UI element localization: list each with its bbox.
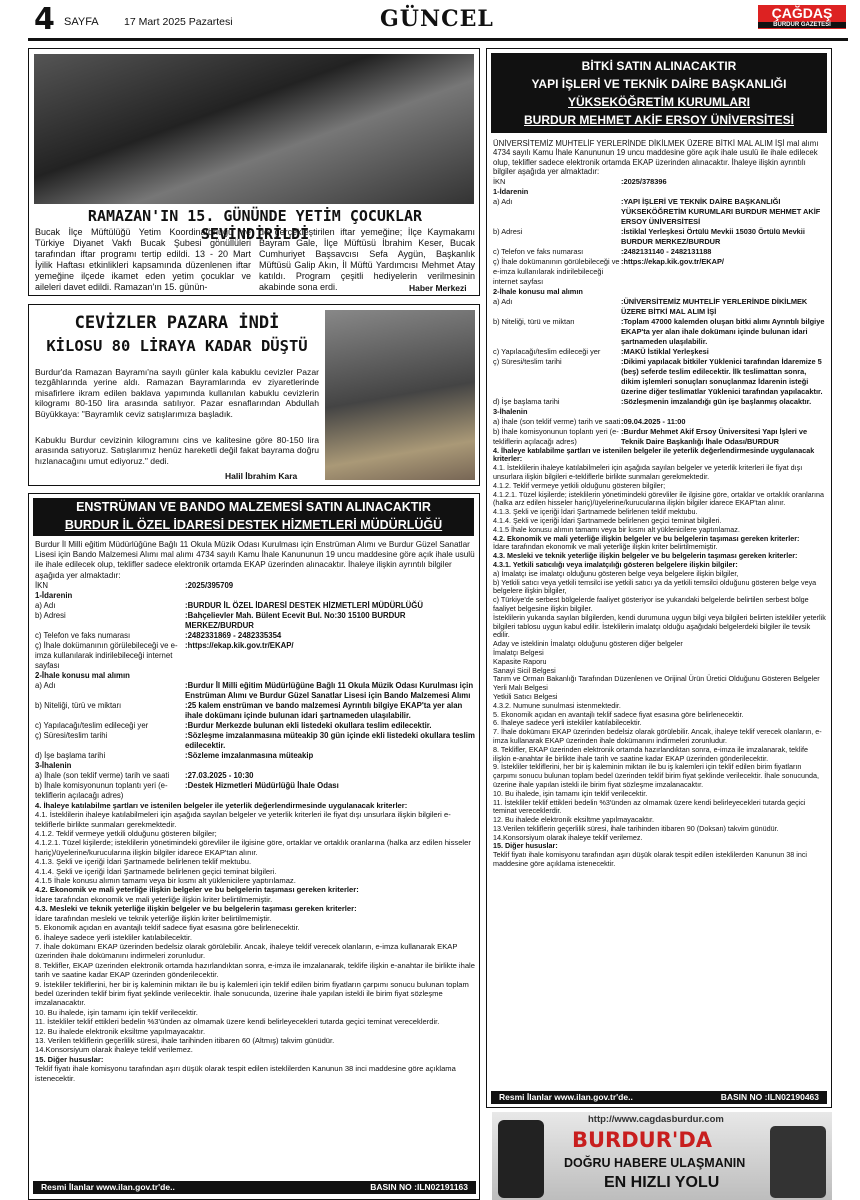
condition-paragraph: Kapasite Raporu bbox=[493, 656, 547, 666]
field-row bbox=[493, 347, 827, 357]
condition-paragraph: 4.1. İsteklilerin ihaleye katılabilmeleri için aşağıda sayılan belgeler ve yeterlik kriterleri ile fiyat dışı unsurlara ilişkin bilgileri e-tekliflerle birlikte sunmaları gerekmektedir. bbox=[493, 463, 803, 482]
field-row bbox=[35, 641, 475, 671]
field-label: 2-İhale konusu mal alımın bbox=[35, 670, 130, 680]
condition-paragraph: 4. İhaleye katılabilme şartları ve istenilen belgeler ile yeterlik değerlendirmesinde uygulanacak kriterler: bbox=[35, 800, 408, 810]
header-rule bbox=[28, 38, 848, 41]
field-value: :Bahçelievler Mah. Bülent Ecevit Bul. No:30 15100 BURDUR MERKEZ/BURDUR bbox=[185, 610, 406, 630]
condition-paragraph: İmalatçı Belgesi bbox=[493, 647, 544, 657]
condition-paragraph: 4.1.5 İhale konusu alımın tamamı veya bir kısmı alt yüklenicilere yaptırılamaz. bbox=[493, 524, 740, 534]
condition-paragraph: 4.1. İsteklilerin ihaleye katılabilmeleri için aşağıda sayılan belgeler ve yeterlik kriterleri ile fiyat dışı unsurlara ilişkin bilgileri e-tekliflerle birlikte sunmaları gerekmektedir. bbox=[35, 810, 451, 829]
field-label: a) İhale (son teklif verme) tarih ve saati bbox=[35, 770, 170, 780]
condition-paragraph: 12. Bu ihalede elektronik eksiltme yapılmayacaktır. bbox=[493, 815, 654, 825]
field-value bbox=[185, 591, 475, 601]
condition-paragraph: Yerli Malı Belgesi bbox=[493, 683, 548, 693]
field-value: :2025/378396 bbox=[621, 176, 667, 186]
field-row bbox=[493, 407, 827, 417]
issue-date: 17 Mart 2025 Pazartesi bbox=[124, 16, 233, 28]
field-value bbox=[185, 761, 475, 771]
field-label: b) İhale komisyonunun toplantı yeri (e-tekliflerin açılacağı adres) bbox=[493, 426, 619, 446]
tender-ad-instruments-body bbox=[35, 540, 475, 1083]
field-row bbox=[35, 761, 475, 771]
tender-fields bbox=[35, 581, 475, 801]
field-value: :Sözleme imzalanmasına müteakip bbox=[185, 750, 314, 760]
field-value: :Sözleşmenin imzalandığı gün işe başlanmış olacaktır. bbox=[621, 396, 812, 406]
condition-paragraph: 4.1.4. Şekli ve içeriği İdari Şartnamede belirlenen geçici teminat bilgileri. bbox=[35, 866, 277, 876]
field-value: :Burdur İl Milli eğitim Müdürlüğüne Bağlı 11 Okula Müzik Odası Kurulması için Enstrüman Alımı ve Burdur Güzel Sanatlar Lisesi için Bando Malzemesi Alımı bbox=[185, 680, 474, 700]
condition-paragraph: 4.1.2. Teklif vermeye yetkili olduğunu gösteren bilgiler; bbox=[493, 480, 666, 490]
footer-ilan: Resmi İlanlar www.ilan.gov.tr'de.. bbox=[41, 1182, 175, 1192]
condition-paragraph: 4.1.3. Şekli ve içeriği İdari Şartnamede belirlenen teklif mektubu. bbox=[493, 507, 698, 517]
condition-paragraph: 4.1.4. Şekli ve içeriği İdari Şartnamede belirlenen geçici teminat bilgileri. bbox=[493, 516, 722, 525]
condition-paragraph: 13. Verilen tekliflerin geçerlilik süresi, ihale tarihinden itibaren 60 (Altmış) takvim günüdür. bbox=[35, 1035, 335, 1045]
field-label: a) Adı bbox=[35, 600, 56, 610]
field-value: :2482331869 - 2482335354 bbox=[185, 630, 282, 640]
condition-paragraph: 4.1.5 İhale konusu alımın tamamı veya bir kısmı alt yüklenicilere yaptırılamaz. bbox=[35, 876, 296, 886]
field-label: c) Yapılacağı/teslim edileceği yer bbox=[493, 346, 601, 356]
tablet-icon bbox=[770, 1126, 826, 1198]
field-row bbox=[493, 417, 827, 427]
condition-paragraph: Tarım ve Orman Bakanlığı Tarafından Düzenlenen ve Orijinal Ürün Üretici Olduğunu Gösteren Belgeler bbox=[493, 674, 820, 684]
condition-paragraph: 7. İhale dokümanı EKAP üzerinden bedelsiz olarak görülebilir. Ancak, ihaleye teklif verecek olanların, e-imza kullanarak EKAP üzerinden ihale dokümanını indirmeleri zorunludur. bbox=[35, 941, 458, 961]
field-value: :MAKÜ İstiklal Yerleşkesi bbox=[621, 346, 709, 356]
field-row bbox=[493, 227, 827, 247]
field-value bbox=[621, 187, 827, 197]
field-row bbox=[35, 751, 475, 761]
condition-paragraph: 4.3.1. Yetkili satıcılığı veya imalatçılığı gösteren belgelere ilişkin bilgiler: bbox=[493, 559, 738, 569]
promo-line1: BURDUR'DA bbox=[572, 1128, 712, 1152]
condition-paragraph: Aday ve isteklinin İmalatçı olduğunu gösteren diğer belgeler bbox=[493, 639, 683, 649]
field-value: :27.03.2025 - 10:30 bbox=[185, 770, 254, 780]
condition-paragraph: 11. İstekliler teklif ettikleri bedelin %3'ünden az olmamak üzere kendi belirleyecekleri tutarda geçici teminat vereceklerdir. bbox=[35, 1017, 440, 1027]
field-row bbox=[493, 297, 827, 317]
page-number: 4 bbox=[34, 2, 55, 37]
field-row bbox=[35, 771, 475, 781]
newspaper-logo: ÇAĞDAŞ BURDUR GAZETESİ bbox=[758, 5, 846, 29]
field-row bbox=[493, 357, 827, 397]
field-row bbox=[493, 197, 827, 227]
promo-line2: DOĞRU HABERE ULAŞMANIN bbox=[564, 1156, 746, 1170]
field-row bbox=[493, 397, 827, 407]
field-label: 1-İdarenin bbox=[493, 186, 529, 196]
field-value: :Toplam 47000 kalemden oluşan bitki alımı Ayrıntılı bilgiye EKAP'ta yer alan ihale dokümanı içinde bulunan idari şartnameden ulaşılabilir. bbox=[621, 316, 825, 346]
field-label: ç) İhale dokümanının görülebileceği ve e-imza kullanılarak indirilebileceği internet sayfası bbox=[35, 640, 178, 670]
promo-banner bbox=[492, 1112, 832, 1200]
field-label: b) Adresi bbox=[35, 610, 66, 620]
field-label: 3-İhalenin bbox=[35, 760, 72, 770]
field-row bbox=[493, 427, 827, 447]
field-value bbox=[621, 287, 827, 297]
condition-paragraph: 7. İhale dokümanı EKAP üzerinden bedelsiz olarak görülebilir. Ancak, ihaleye teklif verecek olanların, e-imza kullanarak EKAP üzerinden ihale dokümanını indirmeleri zorunludur. bbox=[493, 727, 822, 745]
field-value bbox=[621, 407, 827, 417]
condition-paragraph: 4.1.2.1. Tüzel kişilerde; isteklilerin yönetimindeki görevliler ile ilgisine göre, ortaklar ve ortaklık oranlarına (halka arz edilen hisseler hariç)/üyelerine/kurucularına ilişkin bilgiler idarece EKAP'tan alınır. bbox=[35, 838, 471, 857]
condition-paragraph: İsteklilerin yukarıda sayılan bilgilerden, kendi durumuna uygun bilgi veya bilgileri belirten istekliler yeterlik bilgileri tablosu uygun kabul edilir. İsteklilerin imalatçı olduğu aşağıdaki belgelerdeki bilgiler ile tevsik edilir. bbox=[493, 612, 826, 640]
condition-paragraph: 4.3.2. Numune sunulmasi istenmektedir. bbox=[493, 700, 621, 710]
field-label: d) İşe başlama tarihi bbox=[493, 396, 560, 406]
field-label: ç) Süresi/teslim tarihi bbox=[493, 356, 562, 366]
field-value: :Burdur Mehmet Akif Ersoy Üniversitesi Yapı İşleri ve Teknik Daire Başkanlığı İhale Odası/BURDUR bbox=[621, 426, 808, 446]
field-value: :2025/395709 bbox=[185, 580, 234, 590]
article-walnut bbox=[28, 304, 480, 486]
condition-paragraph: 12. Bu ihalede elektronik eksiltme yapılmayacaktır. bbox=[35, 1026, 206, 1036]
field-row bbox=[493, 177, 827, 187]
field-label: 2-İhale konusu mal alımın bbox=[493, 286, 583, 296]
condition-paragraph: Teklif fiyatı ihale komisyonu tarafından aşırı düşük olarak tespit edilen isteklilerden Kanunun 38 inci maddesine göre açıklama istenecektir. bbox=[35, 1064, 456, 1083]
tender-ad-plants-title: BİTKİ SATIN ALINACAKTIR YAPI İŞLERİ VE TEKNİK DAİRE BAŞKANLIĞI YÜKSEKÖĞRETİM KURUMLARI BURDUR MEHMET AKİF ERSOY ÜNİVERSİTESİ bbox=[491, 53, 827, 133]
iftar-text-col2: de gerçekleştirilen iftar yemeğine; İlçe Kaymakamı Bayram Gale, İlçe Müftüsü İbrahim Keser, Bucak Cumhuriyet Başsavcısı Sefa Aygün, Başkanlık Müftüsü Galip Akın, İl Müftü Yardımcısı Mehmet Atay katıldı. Program çeşitli hediyelerin verilmesinin akabinde sona erdi. bbox=[259, 227, 475, 292]
field-label: d) İşe başlama tarihi bbox=[35, 750, 106, 760]
footer-ilan: Resmi İlanlar www.ilan.gov.tr'de.. bbox=[499, 1092, 633, 1102]
condition-paragraph: 9. İstekliler tekliflerini, her bir iş kaleminin miktarı ile bu iş kalemleri için teklif edilen birim fiyatların çarpımı sonucu bulunan toplam bedel üzerinden teklif birim fiyat şeklinde verilecektir. İhale sonucunda, üzerine ihale yapılan istekli ile birim fiyat sözleşme imzalanacaktır. bbox=[493, 762, 820, 789]
condition-paragraph: 4.1.3. Şekli ve içeriği İdari Şartnamede belirlenen teklif mektubu. bbox=[35, 857, 252, 867]
condition-paragraph: 4. İhaleye katılabilme şartları ve istenilen belgeler ile yeterlik değerlendirmesinde uygulanacak kriterler: bbox=[493, 445, 815, 464]
condition-paragraph: Yetkili Satıcı Belgesi bbox=[493, 691, 558, 701]
field-label: b) Adresi bbox=[493, 226, 523, 236]
tender-intro: ÜNİVERSİTEMİZ MUHTELİF YERLERİNDE DİKİLMEK ÜZERE BİTKİ MAL ALIM İŞİ mal alımı 4734 sayılı Kamu İhale Kanununun 19 uncu maddesine göre açık ihale usulü ile ihale edilecek olup, teklifler sadece elektronik ortamda EKAP üzerinden alınacaktır. İhaleye ilişkin ayrıntılı bilgiler aşağıda yer almaktadır: bbox=[493, 139, 819, 177]
condition-paragraph: 14.Konsorsiyum olarak ihaleye teklif verilemez. bbox=[35, 1045, 193, 1055]
tender-ad-instruments-title: ENSTRÜMAN VE BANDO MALZEMESİ SATIN ALINACAKTIR BURDUR İL ÖZEL İDARESİ DESTEK HİZMETLERİ MÜDÜRLÜĞÜ bbox=[33, 498, 474, 536]
field-label: b) Niteliği, türü ve miktarı bbox=[493, 316, 575, 326]
tender-conditions bbox=[35, 801, 475, 1083]
field-value: :Burdur Merkezde bulunan ekli listedeki okullara teslim edilecektir. bbox=[185, 720, 432, 730]
condition-paragraph: Sanayi Sicil Belgesi bbox=[493, 665, 556, 675]
field-row bbox=[35, 601, 475, 611]
walnut-paragraph-1: Burdur'da Ramazan Bayramı'na sayılı günler kala kabuklu cevizler Pazar tezgâhlarında yerine aldı. Ramazan Bayramlarında ev ziyaretlerinde misafirlere ikram edilen baklava yapımında kullanılan kabuklu cevizlerin kilogramı 80-150 lira arasında satılıyor. Pazar esnaflarından Abdullah Büyükkaya: "Bayramlık ceviz satışlarımıza başladık. bbox=[35, 367, 319, 419]
iftar-headline: RAMAZAN'IN 15. GÜNÜNDE YETİM ÇOCUKLAR SEVİNDİRİLDİ bbox=[87, 207, 423, 243]
footer-basin-no: BASIN NO :ILN02190463 bbox=[720, 1092, 819, 1102]
field-row bbox=[493, 287, 827, 297]
field-label: 3-İhalenin bbox=[493, 406, 528, 416]
field-label: c) Telefon ve faks numarası bbox=[493, 246, 584, 256]
condition-paragraph: 15. Diğer hususlar: bbox=[493, 841, 558, 851]
field-row bbox=[35, 731, 475, 751]
page-label: SAYFA bbox=[64, 16, 99, 28]
condition-paragraph: 4.3. Mesleki ve teknik yeterliğe ilişkin belgeler ve bu belgelerin taşıması gereken kriterler: bbox=[35, 904, 357, 914]
tender-intro: Burdur İl Milli eğitim Müdürlüğüne Bağlı 11 Okula Müzik Odası Kurulması için Enstrüman Alımı ve Burdur Güzel Sanatlar Lisesi için Bando Malzemesi Alımı mal alımı 4734 sayılı Kamu İhale Kanununun 19 uncu maddesine göre açık ihale usulü ile ihale edilecek olup, teklifler sadece elektronik ortamda EKAP üzerinden alınacaktır. İhaleye ilişkin ayrıntılı bilgiler aşağıda yer almaktadır: bbox=[35, 540, 475, 580]
field-label: ç) İhale dokümanının görülebileceği ve e-imza kullanılarak indirilebileceği internet sayfası bbox=[493, 256, 620, 286]
walnut-headline-2: KİLOSU 80 LİRAYA KADAR DÜŞTÜ bbox=[46, 337, 308, 355]
condition-paragraph: 9. İstekliler tekliflerini, her bir iş kaleminin miktarı ile bu iş kalemleri için teklif edilen birim fiyatların çarpımı sonucu bulunan toplam bedel üzerinden teklif birim fiyat şeklinde verilecektir. İhale sonucunda, üzerine ihale yapılan istekli ile birim fiyat sözleşme imzalanacaktır. bbox=[35, 979, 469, 1008]
condition-paragraph: 14.Konsorsiyum olarak ihaleye teklif verilemez. bbox=[493, 832, 643, 842]
tender-fields bbox=[493, 177, 827, 447]
field-value: :https://ekap.kik.gov.tr/EKAP/ bbox=[621, 256, 724, 266]
iftar-text-col1: Bucak İlçe Müftülüğü Yetim Koordinatörlüğü ve Türkiye Diyanet Vakfı Bucak Şubesi gönüllüleri tarafından iftar programı tertip edildi. 13 - 20 Mart İyilik Haftası etkinlikleri kapsamında düzenlenen iftar yemeğine ilçede ikamet eden yetim çocuklar ve aileleri davet edildi. Ramazan'ın 15. günün- bbox=[35, 227, 251, 292]
condition-paragraph: 10. Bu ihalede, işin tamamı için teklif verilecektir. bbox=[493, 788, 648, 798]
field-row bbox=[35, 581, 475, 591]
field-row bbox=[35, 701, 475, 721]
section-title: GÜNCEL bbox=[380, 6, 494, 32]
field-value: :25 kalem enstrüman ve bando malzemesi Ayrıntılı bilgiye EKAP'ta yer alan ihale dokümanı içinde bulunan idari şartnameden ulaşılabilir. bbox=[185, 700, 463, 720]
field-label: a) Adı bbox=[493, 296, 513, 306]
field-label: İKN bbox=[493, 176, 506, 186]
promo-url: http://www.cagdasburdur.com bbox=[588, 1114, 724, 1125]
condition-paragraph: İdare tarafından ekonomik ve mali yeterliğe ilişkin kriter belirtilmemiştir. bbox=[493, 542, 718, 552]
field-value: :ÜNİVERSİTEMİZ MUHTELİF YERLERİNDE DİKİLMEK ÜZERE BİTKİ MAL ALIM İŞİ bbox=[621, 296, 808, 316]
field-value: :Sözleşme imzalanmasına müteakip 30 gün içinde ekli listedeki okullara teslim edilecektir. bbox=[185, 730, 475, 750]
field-row bbox=[35, 671, 475, 681]
field-value: :İstiklal Yerleşkesi Örtülü Mevkii 15030 Örtülü Mevkii BURDUR MERKEZ/BURDUR bbox=[621, 226, 805, 246]
condition-paragraph: 5. Ekonomik açıdan en avantajlı teklif sadece fiyat esasına göre belirlenecektir. bbox=[493, 709, 744, 719]
condition-paragraph: 6. İhaleye sadece yerli istekliler katılabilecektir. bbox=[35, 932, 193, 942]
field-label: c) Yapılacağı/teslim edileceği yer bbox=[35, 720, 149, 730]
iftar-photo bbox=[34, 54, 474, 204]
condition-paragraph: 4.1.2. Teklif vermeye yetkili olduğunu gösteren bilgiler; bbox=[35, 829, 217, 839]
field-label: a) Adı bbox=[35, 680, 56, 690]
condition-paragraph: 15. Diğer hususlar: bbox=[35, 1054, 104, 1064]
field-value: :YAPI İŞLERİ VE TEKNİK DAİRE BAŞKANLIĞI YÜKSEKÖĞRETİM KURUMLARI BURDUR MEHMET AKİF ERSOY ÜNİVERSİTESİ bbox=[621, 196, 821, 226]
footer-basin-no: BASIN NO :ILN02191163 bbox=[370, 1182, 468, 1192]
walnut-photo bbox=[325, 310, 475, 480]
field-value bbox=[185, 671, 475, 681]
condition-paragraph: 4.2. Ekonomik ve mali yeterliğe ilişkin belgeler ve bu belgelerin taşıması gereken kriterler: bbox=[493, 533, 800, 543]
condition-paragraph: 8. Teklifler, EKAP üzerinden elektronik ortamda hazırlandıktan sonra, e-imza ile imzalanarak, teklife ilişkin e-anahtar ile birlikte ihale tarih ve saatine kadar EKAP üzerinden gönderilecektir. bbox=[493, 744, 808, 763]
article-iftar bbox=[28, 48, 480, 296]
field-value: :BURDUR İL ÖZEL İDARESİ DESTEK HİZMETLERİ MÜDÜRLÜĞÜ bbox=[185, 600, 423, 610]
field-label: 1-İdarenin bbox=[35, 590, 73, 600]
condition-paragraph: 4.3. Mesleki ve teknik yeterliğe ilişkin belgeler ve bu belgelerin taşıması gereken kriterler: bbox=[493, 551, 798, 561]
tender-ad-instruments bbox=[28, 493, 480, 1200]
field-value: :09.04.2025 - 11:00 bbox=[621, 416, 686, 426]
condition-paragraph: 6. İhaleye sadece yerli istekliler katılabilecektir. bbox=[493, 718, 642, 728]
field-label: a) Adı bbox=[493, 196, 513, 206]
phone-icon bbox=[498, 1120, 544, 1198]
field-label: a) İhale (son teklif verme) tarih ve saati bbox=[493, 416, 621, 426]
field-label: b) İhale komisyonunun toplantı yeri (e-tekliflerin açılacağı adres) bbox=[35, 780, 168, 800]
field-row bbox=[35, 681, 475, 701]
field-row bbox=[493, 187, 827, 197]
tender-ad-plants-body bbox=[493, 139, 827, 869]
field-row bbox=[35, 591, 475, 601]
condition-paragraph: İdare tarafından mesleki ve teknik yeterliğe ilişkin kriter belirtilmemiştir. bbox=[35, 913, 272, 923]
field-label: b) Niteliği, türü ve miktarı bbox=[35, 700, 122, 710]
condition-paragraph: 8. Teklifler, EKAP üzerinden elektronik ortamda hazırlandıktan sonra, e-imza ile imzalanarak, teklife ilişkin e-anahtar ile birlikte ihale tarih ve saatine kadar EKAP üzerinden gönderilecektir. bbox=[35, 960, 475, 980]
field-row bbox=[35, 721, 475, 731]
condition-paragraph: 13.Verilen tekliflerin geçerlilik süresi, ihale tarihinden itibaren 90 (Doksan) takvim günüdür. bbox=[493, 823, 779, 833]
field-row bbox=[493, 257, 827, 287]
walnut-byline: Halil İbrahim Kara bbox=[225, 471, 298, 481]
field-value: :https://ekap.kik.gov.tr/EKAP/ bbox=[185, 640, 294, 650]
field-row bbox=[35, 631, 475, 641]
tender-ad-instruments-footer bbox=[33, 1181, 476, 1194]
field-label: İKN bbox=[35, 580, 48, 590]
field-row bbox=[35, 611, 475, 631]
condition-paragraph: Teklif fiyatı ihale komisyonu tarafından aşırı düşük olarak tespit edilen isteklilerden Kanunun 38 inci maddesine göre açıklama istenecektir. bbox=[493, 850, 808, 869]
field-value: :Dikimi yapılacak bitkiler Yüklenici tarafından İdaremize 5 (beş) seferde teslim edilecektir. İlk teslimattan sonra, dikim işlemleri sonuçları sonuçlanmaz İdarenin isteği üzerine diğer teslimatlar Yüklenici tarafından yapılacaktır. bbox=[621, 356, 823, 396]
field-value: :Destek Hizmetleri Müdürlüğü İhale Odası bbox=[185, 780, 339, 790]
walnut-paragraph-2: Kabuklu Burdur cevizinin kilogramını cins ve kalitesine göre 80-150 lira arasında satıyoruz. Satışlarımız henüz hareketli değil fakat bayrama doğru hızlanacağını umut ediyoruz." dedi. bbox=[35, 435, 319, 466]
condition-paragraph: 5. Ekonomik açıdan en avantajlı teklif sadece fiyat esasına göre belirlenecektir. bbox=[35, 923, 300, 933]
promo-line3: EN HIZLI YOLU bbox=[604, 1174, 720, 1191]
field-label: ç) Süresi/teslim tarihi bbox=[35, 730, 108, 740]
field-label: c) Telefon ve faks numarası bbox=[35, 630, 131, 640]
tender-conditions bbox=[493, 447, 827, 869]
field-row bbox=[493, 317, 827, 347]
iftar-byline: Haber Merkezi bbox=[409, 283, 467, 293]
walnut-headline-1: CEVİZLER PAZARA İNDİ bbox=[74, 313, 280, 333]
condition-paragraph: 4.2. Ekonomik ve mali yeterliğe ilişkin belgeler ve bu belgelerin taşıması gereken kriterler: bbox=[35, 885, 359, 895]
condition-paragraph: c) Türkiye'de serbest bölgelerde faaliyet gösteriyor ise yukarıdaki belgelerde belirtilen serbest bölge faaliyet belgesine ilişkin bilgiler. bbox=[493, 595, 809, 613]
condition-paragraph: a) İmalatçı ise imalatçı olduğunu gösteren belge veya belgelere ilişkin bilgiler, bbox=[493, 568, 739, 578]
condition-paragraph: b) Yetkili satıcı veya yetkili temsilci ise yetkili satıcı ya da yetkili temsilci olduğunu gösteren belge veya belgelere ilişkin bilgiler, bbox=[493, 577, 817, 596]
condition-paragraph: 4.1.2.1. Tüzel kişilerde; isteklilerin yönetimindeki görevliler ile ilgisine göre, ortaklar ve ortaklık oranlarına (halka arz edilen hisseler hariç)/üyelerine/kurucularına ilişkin bilgiler idarece EKAP'tan alınır. bbox=[493, 489, 825, 508]
condition-paragraph: 10. Bu ihalede, işin tamamı için teklif verilecektir. bbox=[35, 1007, 198, 1017]
field-value: :2482131140 - 2482131188 bbox=[621, 246, 712, 256]
condition-paragraph: 11. İstekliler teklif ettikleri bedelin %3'ünden az olmamak üzere kendi belirleyecekleri tutarda geçici teminat vereceklerdir. bbox=[493, 797, 806, 816]
tender-ad-plants-footer bbox=[491, 1091, 827, 1104]
condition-paragraph: İdare tarafından ekonomik ve mali yeterliğe ilişkin kriter belirtilmemiştir. bbox=[35, 894, 273, 904]
field-row bbox=[493, 247, 827, 257]
tender-ad-plants bbox=[486, 48, 832, 1108]
field-row bbox=[35, 781, 475, 801]
